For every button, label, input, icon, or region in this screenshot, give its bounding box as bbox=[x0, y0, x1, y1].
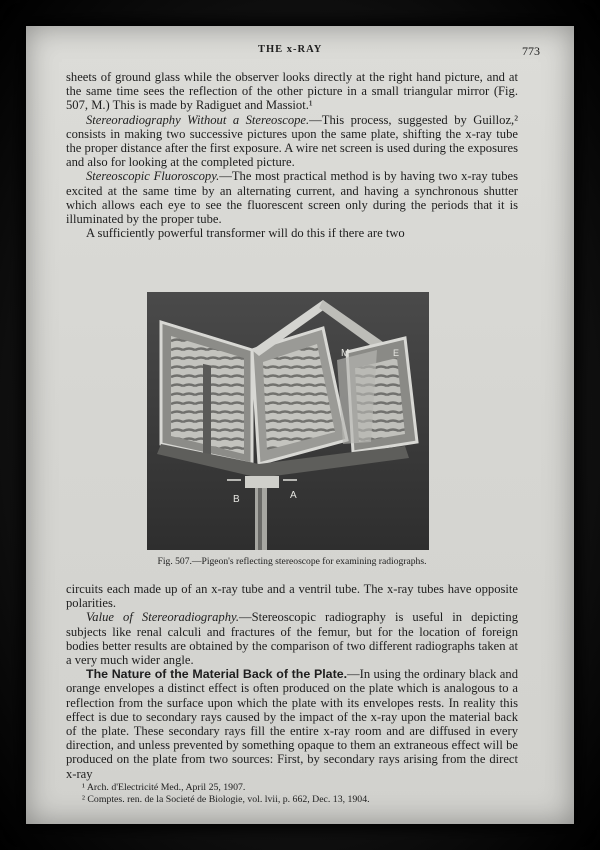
paragraph bbox=[66, 610, 518, 667]
run-in-heading: Stereoscopic Fluoroscopy. bbox=[86, 169, 220, 184]
paragraph-text: A sufficiently powerful transformer will do this if there are two bbox=[86, 226, 405, 241]
footnote: ¹ Arch. d'Electricité Med., April 25, 1907. bbox=[82, 782, 246, 793]
paragraph-text: —This process, suggested by Guilloz,² consists in making two successive pictures upon the same plate, shifting the x-ray tube the proper distance after the first exposure. A wire net screen is used during the exposures and also for looking at the completed picture. bbox=[66, 112, 518, 170]
body-text-top bbox=[66, 70, 518, 240]
stereoscope-figure bbox=[147, 292, 429, 550]
section-heading: The Nature of the Material Back of the Plate. bbox=[86, 667, 348, 682]
figure-label-m: M bbox=[341, 348, 350, 359]
body-text-bottom bbox=[66, 582, 518, 781]
paragraph bbox=[66, 667, 518, 781]
paragraph-text: sheets of ground glass while the observer looks directly at the right hand picture, and at the same time sees the reflection of the other picture in a small triangular mirror (Fig. 507, M.) This is made by Radiguet and Massiot.¹ bbox=[66, 70, 518, 113]
paragraph-text: circuits each made up of an x-ray tube and a ventril tube. The x-ray tubes have opposite polarities. bbox=[66, 582, 518, 611]
paragraph-text: —The most practical method is by having two x-ray tubes excited at the same time by an alternating current, and having a synchronous shutter which allows each eye to see the fluorescent screen only during the periods that it is illuminated by the proper tube. bbox=[66, 169, 518, 227]
run-in-heading: Stereoradiography Without a Stereoscope. bbox=[86, 112, 310, 127]
paragraph bbox=[66, 70, 518, 113]
book-page bbox=[26, 26, 574, 824]
paragraph bbox=[66, 113, 518, 170]
footnotes bbox=[82, 782, 522, 806]
page-header bbox=[26, 44, 574, 58]
figure-label-e: E bbox=[393, 348, 400, 358]
figure-label-a: A bbox=[290, 490, 297, 501]
paragraph bbox=[66, 582, 518, 610]
run-in-heading: Value of Stereoradiography. bbox=[86, 610, 240, 625]
paragraph bbox=[66, 169, 518, 226]
paragraph-text: —In using the ordinary black and orange envelopes a distinct effect is often produced on the plate which is analogous to a reflection from the surface upon which the plate with its envelopes rests. In reality this effect is due to secondary rays caused by the impact of the x-ray upon the material back of the plate. These secondary rays fill the entire x-ray room and are diffused in every direction, and unless prevented by something opaque to them an extraneous effect will be produced on the plate from two sources: First, by secondary rays arising from the direct x-ray bbox=[66, 667, 518, 781]
footnote: ² Comptes. ren. de la Societé de Biologie, vol. lvii, p. 662, Dec. 13, 1904. bbox=[82, 794, 370, 805]
stereoscope-illustration bbox=[147, 292, 429, 550]
figure-caption: Fig. 507.—Pigeon's reflecting stereoscope for examining radiographs. bbox=[157, 556, 427, 567]
running-head: THE x-RAY bbox=[258, 44, 323, 55]
paragraph-text: —Stereoscopic radiography is useful in depicting subjects like renal calculi and fractures of the femur, but for the location of foreign bodies better results are obtained by the comparison of two different radiographs taken at a very much wider angle. bbox=[66, 610, 519, 668]
page-number: 773 bbox=[522, 44, 540, 58]
figure-label-b: B bbox=[233, 494, 240, 505]
paragraph bbox=[66, 226, 518, 240]
